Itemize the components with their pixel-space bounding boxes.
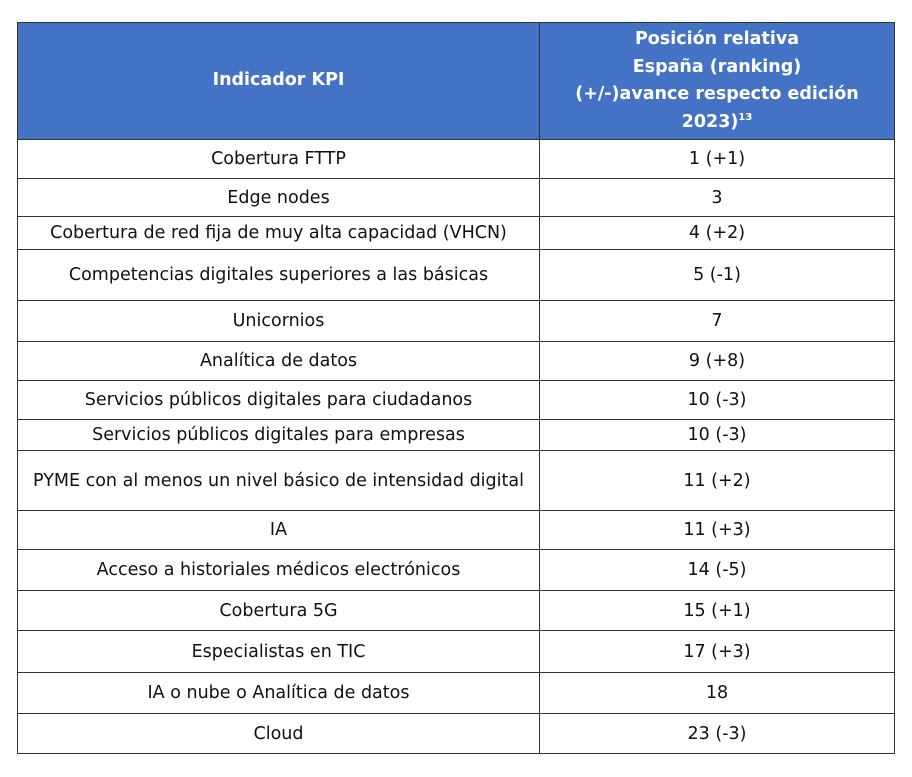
kpi-cell: Cobertura FTTP bbox=[18, 140, 540, 179]
position-cell: 11 (+3) bbox=[540, 511, 895, 550]
table-row bbox=[18, 550, 895, 591]
header-position-line-3: (+/-)avance respecto edición bbox=[575, 84, 859, 104]
table-row bbox=[18, 140, 895, 179]
position-cell: 9 (+8) bbox=[540, 342, 895, 381]
position-cell: 10 (-3) bbox=[540, 420, 895, 451]
header-kpi: Indicador KPI bbox=[18, 23, 540, 140]
table-row bbox=[18, 301, 895, 342]
kpi-cell: IA o nube o Analítica de datos bbox=[18, 673, 540, 714]
position-cell: 18 bbox=[540, 673, 895, 714]
kpi-cell: Servicios públicos digitales para ciudadanos bbox=[18, 381, 540, 420]
position-cell: 15 (+1) bbox=[540, 591, 895, 631]
table-row bbox=[18, 631, 895, 673]
position-cell: 23 (-3) bbox=[540, 714, 895, 754]
position-cell: 4 (+2) bbox=[540, 217, 895, 250]
kpi-cell: Cobertura de red fija de muy alta capacidad (VHCN) bbox=[18, 217, 540, 250]
table-row bbox=[18, 451, 895, 511]
position-cell: 5 (-1) bbox=[540, 250, 895, 301]
header-position-line-4-text: 2023) bbox=[681, 111, 739, 132]
header-position-line-2: España (ranking) bbox=[632, 56, 802, 77]
position-cell: 7 bbox=[540, 301, 895, 342]
table-body bbox=[18, 140, 895, 754]
footnote-marker: 13 bbox=[738, 111, 753, 123]
position-cell: 1 (+1) bbox=[540, 140, 895, 179]
table-row bbox=[18, 591, 895, 631]
kpi-cell: Competencias digitales superiores a las básicas bbox=[18, 250, 540, 301]
header-row bbox=[18, 23, 895, 140]
position-cell: 14 (-5) bbox=[540, 550, 895, 591]
table-row bbox=[18, 250, 895, 301]
table-row bbox=[18, 714, 895, 754]
kpi-cell: Acceso a historiales médicos electrónicos bbox=[18, 550, 540, 591]
position-cell: 17 (+3) bbox=[540, 631, 895, 673]
kpi-cell: PYME con al menos un nivel básico de intensidad digital bbox=[18, 451, 540, 511]
position-cell: 10 (-3) bbox=[540, 381, 895, 420]
header-position-line-1: Posición relativa bbox=[634, 29, 800, 49]
header-position-line-4 bbox=[546, 109, 888, 137]
kpi-cell: Cobertura 5G bbox=[18, 591, 540, 631]
table-row bbox=[18, 179, 895, 217]
kpi-cell: Servicios públicos digitales para empresas bbox=[18, 420, 540, 451]
kpi-ranking-table bbox=[17, 22, 895, 754]
kpi-cell: Unicornios bbox=[18, 301, 540, 342]
table-row bbox=[18, 381, 895, 420]
table-row bbox=[18, 420, 895, 451]
table-row bbox=[18, 217, 895, 250]
table-row bbox=[18, 342, 895, 381]
kpi-cell: IA bbox=[18, 511, 540, 550]
table-row bbox=[18, 511, 895, 550]
kpi-cell: Especialistas en TIC bbox=[18, 631, 540, 673]
table-header bbox=[18, 23, 895, 140]
header-position bbox=[540, 23, 895, 140]
kpi-cell: Analítica de datos bbox=[18, 342, 540, 381]
position-cell: 3 bbox=[540, 179, 895, 217]
kpi-cell: Edge nodes bbox=[18, 179, 540, 217]
position-cell: 11 (+2) bbox=[540, 451, 895, 511]
table-row bbox=[18, 673, 895, 714]
kpi-cell: Cloud bbox=[18, 714, 540, 754]
